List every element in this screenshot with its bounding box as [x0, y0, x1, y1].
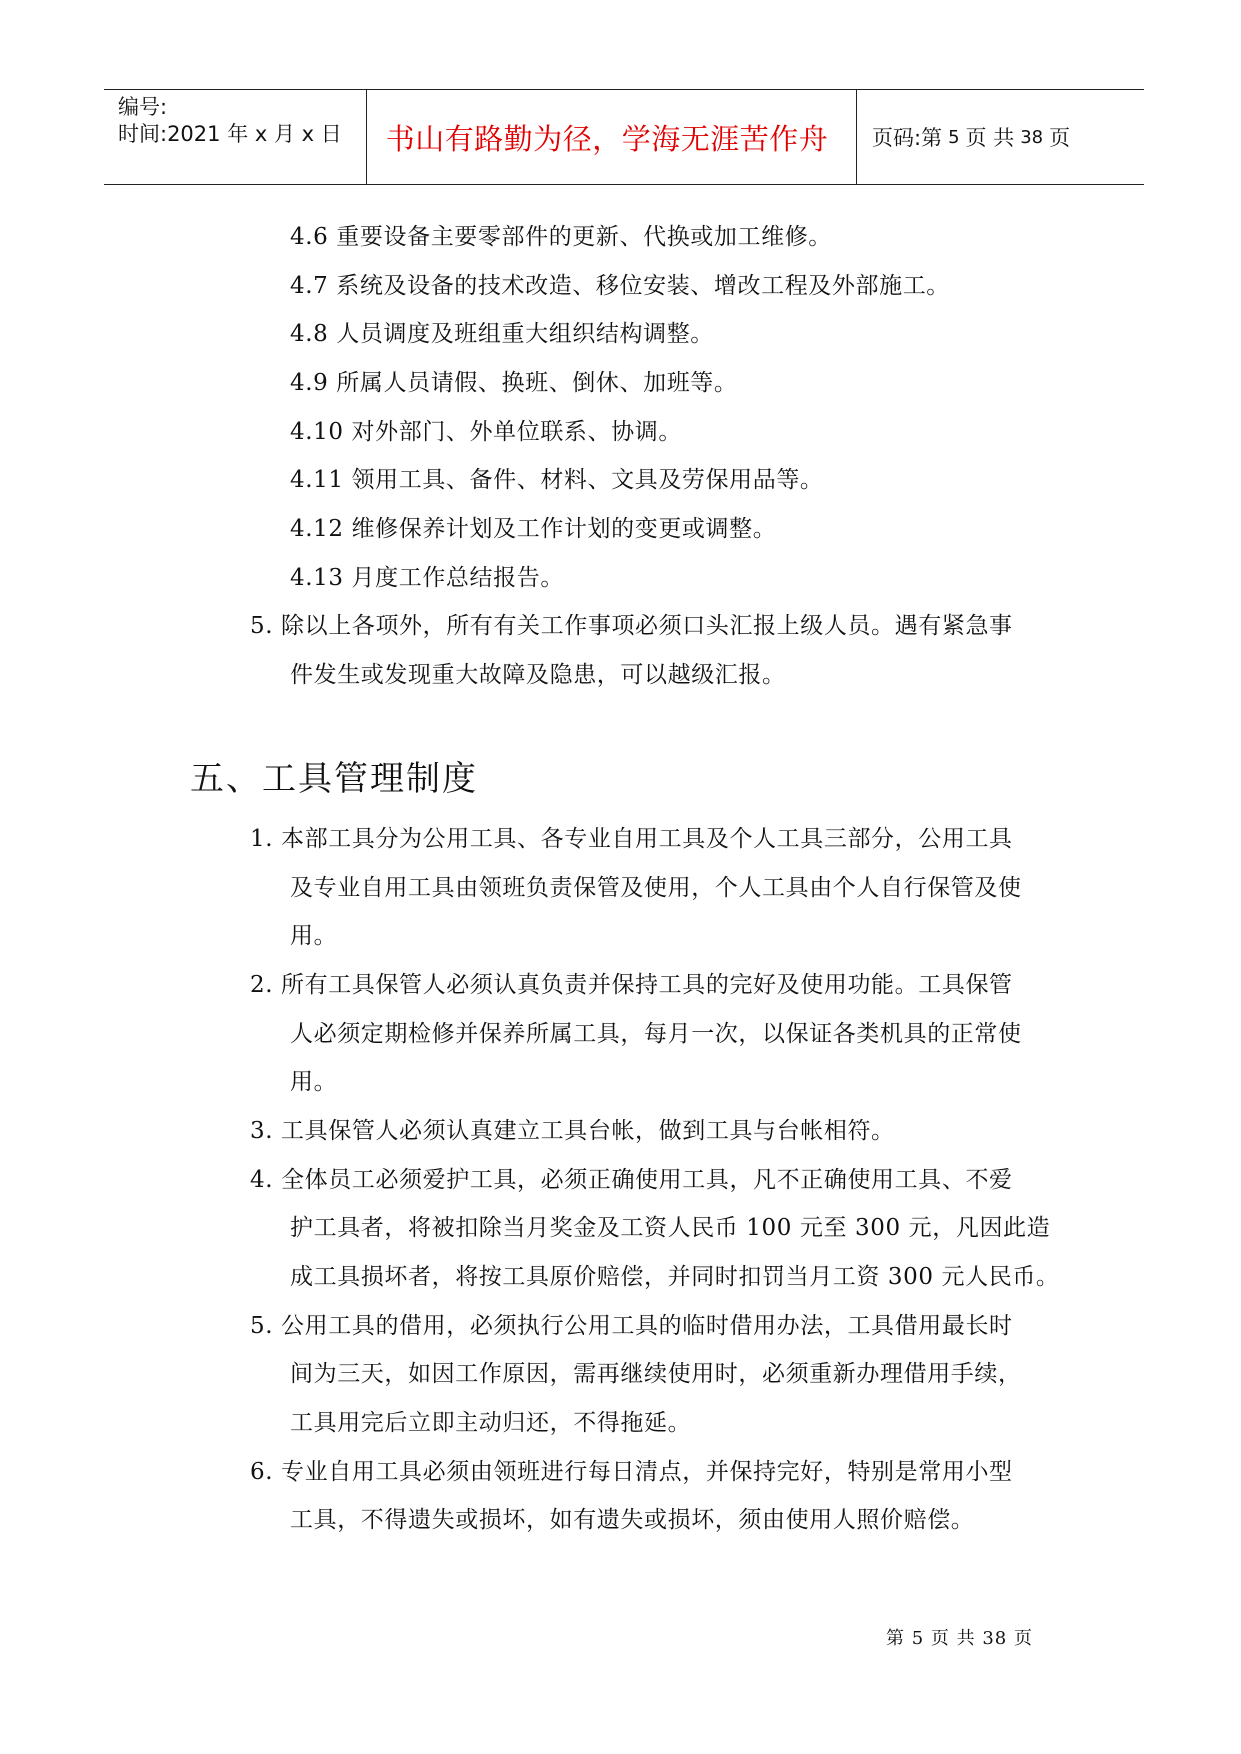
tools-item-1-line-1: 1. 本部工具分为公用工具、各专业自用工具及个人工具三部分，公用工具	[250, 826, 1013, 852]
tools-item-2-line-3: 用。	[290, 1069, 338, 1095]
header-meta	[118, 94, 342, 148]
tools-item-5-line-2: 间为三天，如因工作原因，需再继续使用时，必须重新办理借用手续，	[290, 1361, 1022, 1387]
tools-item-3-line-1: 3. 工具保管人必须认真建立工具台帐，做到工具与台帐相符。	[250, 1118, 895, 1144]
page-prefix: 页码:第	[872, 126, 943, 150]
tools-item-4-line-1: 4. 全体员工必须爱护工具，必须正确使用工具，凡不正确使用工具、不爱	[250, 1167, 1013, 1193]
list-item-4-9: 4.9 所属人员请假、换班、倒休、加班等。	[290, 370, 738, 396]
list-item-5-line-1: 5. 除以上各项外，所有有关工作事项必须口头汇报上级人员。遇有紧急事	[250, 613, 1013, 639]
tools-item-1-line-2: 及专业自用工具由领班负责保管及使用，个人工具由个人自行保管及使	[290, 875, 1022, 901]
tools-item-6-line-2: 工具，不得遗失或损坏，如有遗失或损坏，须由使用人照价赔偿。	[290, 1507, 975, 1533]
tools-item-4-line-2: 护工具者，将被扣除当月奖金及工资人民币 100 元至 300 元，凡因此造	[290, 1215, 1051, 1241]
tools-item-2-line-2: 人必须定期检修并保养所属工具，每月一次，以保证各类机具的正常使	[290, 1021, 1022, 1047]
tools-item-4-line-3: 成工具损坏者，将按工具原价赔偿，并同时扣罚当月工资 300 元人民币。	[290, 1264, 1060, 1290]
time-label: 时间:2021 年 x 月 x 日	[118, 122, 342, 146]
section-heading: 五、工具管理制度	[190, 759, 478, 799]
list-item-4-11: 4.11 领用工具、备件、材料、文具及劳保用品等。	[290, 467, 824, 493]
page-footer: 第 5 页 共 38 页	[886, 1628, 1033, 1649]
tools-item-5-line-3: 工具用完后立即主动归还，不得拖延。	[290, 1410, 692, 1436]
tools-item-1-line-3: 用。	[290, 923, 338, 949]
tools-item-2-line-1: 2. 所有工具保管人必须认真负责并保持工具的完好及使用功能。工具保管	[250, 972, 1013, 998]
list-item-4-12: 4.12 维修保养计划及工作计划的变更或调整。	[290, 516, 777, 542]
page-mid: 页 共	[965, 126, 1015, 150]
page-header	[104, 89, 1144, 185]
list-item-4-7: 4.7 系统及设备的技术改造、移位安装、增改工程及外部施工。	[290, 273, 950, 299]
serial-label: 编号:	[118, 95, 168, 119]
page-total: 38	[1020, 126, 1044, 148]
list-item-4-13: 4.13 月度工作总结报告。	[290, 565, 564, 591]
list-item-4-6: 4.6 重要设备主要零部件的更新、代换或加工维修。	[290, 224, 832, 250]
header-divider	[366, 90, 367, 184]
header-divider	[856, 90, 857, 184]
page-current: 5	[948, 126, 960, 148]
page-suffix: 页	[1049, 126, 1071, 150]
list-item-5-line-2: 件发生或发现重大故障及隐患，可以越级汇报。	[290, 662, 786, 688]
header-page-number	[872, 90, 1070, 184]
list-item-4-8: 4.8 人员调度及班组重大组织结构调整。	[290, 321, 714, 347]
tools-item-6-line-1: 6. 专业自用工具必须由领班进行每日清点，并保持完好，特别是常用小型	[250, 1459, 1013, 1485]
tools-item-5-line-1: 5. 公用工具的借用，必须执行公用工具的临时借用办法，工具借用最长时	[250, 1313, 1013, 1339]
list-item-4-10: 4.10 对外部门、外单位联系、协调。	[290, 419, 682, 445]
header-motto: 书山有路勤为径，学海无涯苦作舟	[385, 121, 829, 156]
